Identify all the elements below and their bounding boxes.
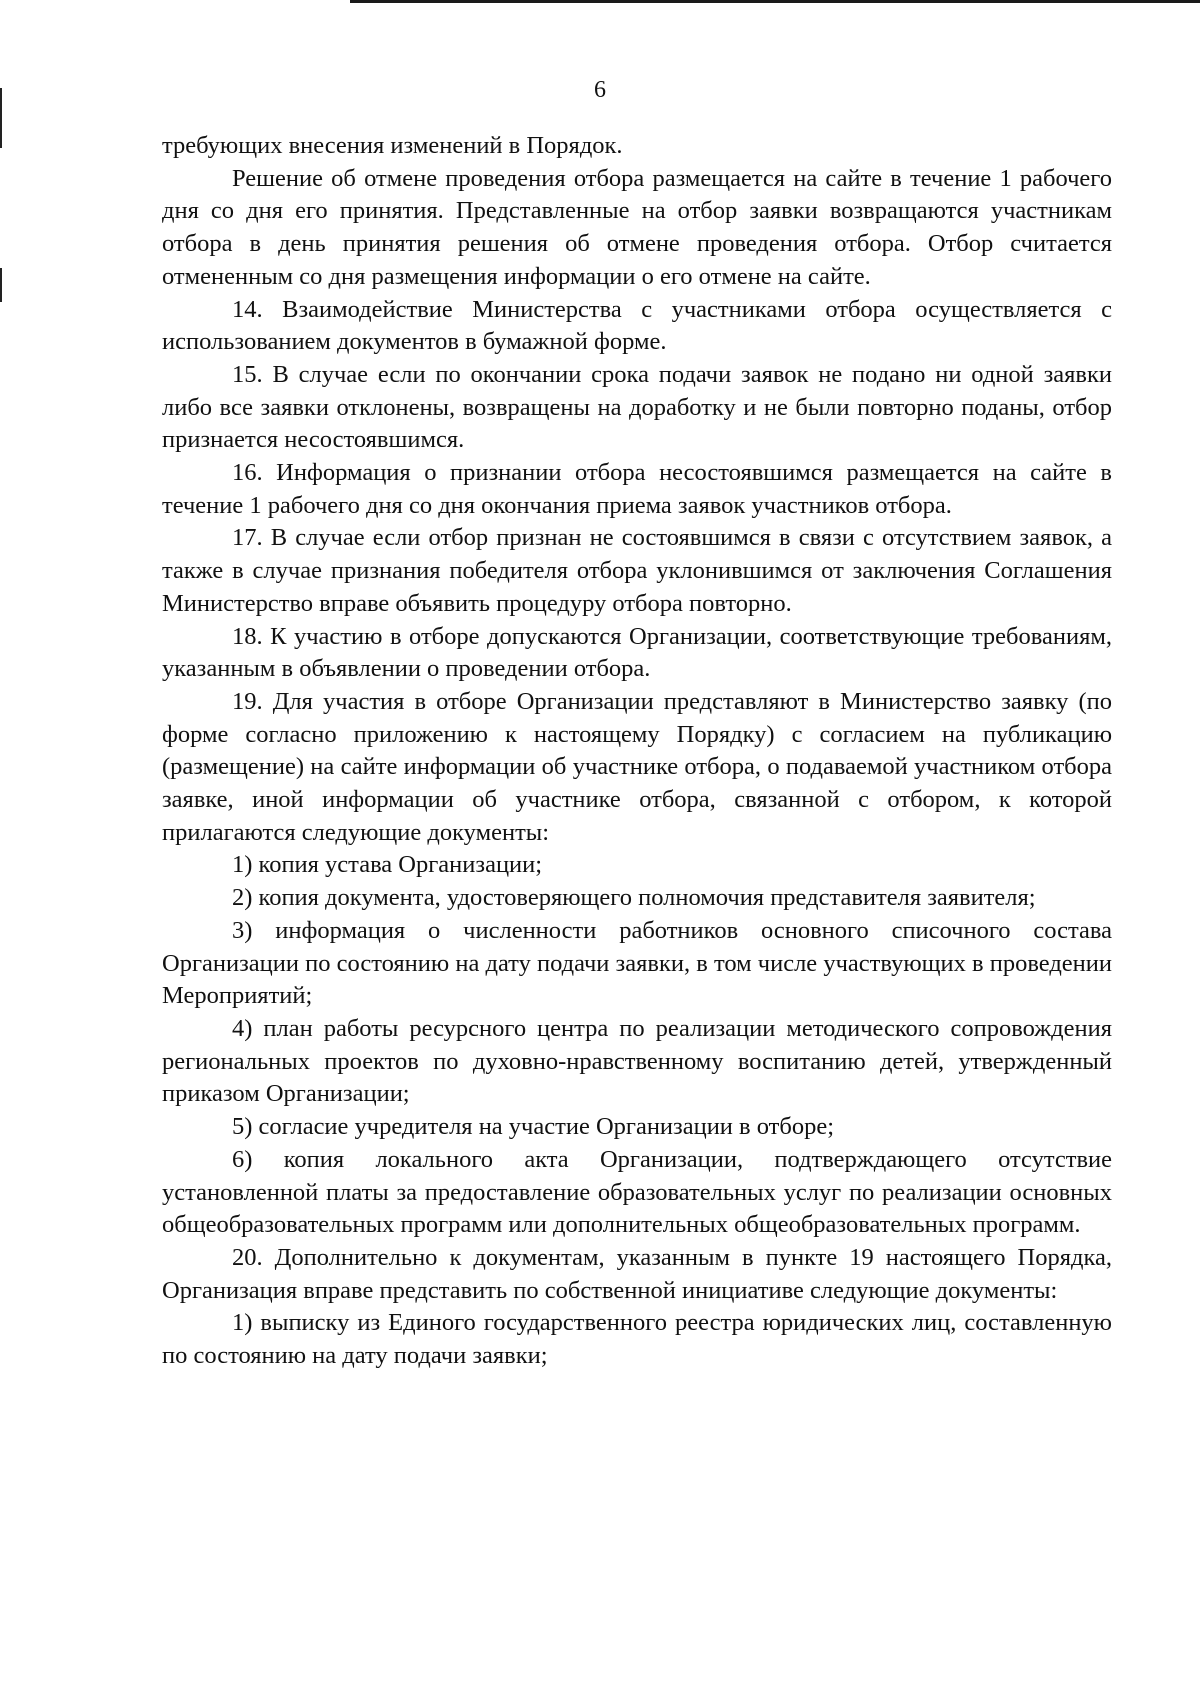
scan-edge-mark xyxy=(0,268,2,302)
paragraph: 15. В случае если по окончании срока подачи заявок не подано ни одной заявки либо все заявки отклонены, возвращены на доработку и не были повторно поданы, отбор признается несостоявшимся. xyxy=(162,360,1112,454)
paragraph: 19. Для участия в отборе Организации представляют в Министерство заявку (по форме согласно приложению к настоящему Порядку) с согласием на публикацию (размещение) на сайте информации об участнике отбора, о подаваемой участником отбора заявке, иной информации об участнике отбора, связанной с отбором, к которой прилагаются следующие документы: xyxy=(162,687,1112,846)
paragraph: 14. Взаимодействие Министерства с участниками отбора осуществляется с использованием документов в бумажной форме. xyxy=(162,295,1112,356)
document-body xyxy=(162,130,1112,1373)
paragraph: 4) план работы ресурсного центра по реализации методического сопровождения региональных проектов по духовно-нравственному воспитанию детей, утвержденный приказом Организации; xyxy=(162,1014,1112,1108)
paragraph: 1) копия устава Организации; xyxy=(232,851,543,879)
scan-top-rule xyxy=(350,0,1200,3)
paragraph: 1) выписку из Единого государственного реестра юридических лиц, составленную по состоянию на дату подачи заявки; xyxy=(162,1309,1112,1370)
paragraph: Решение об отмене проведения отбора размещается на сайте в течение 1 рабочего дня со дня его принятия. Представленные на отбор заявки возвращаются участникам отбора в день принятия решения об отмене проведения отбора. Отбор считается отмененным со дня размещения информации о его отмене на сайте. xyxy=(162,164,1112,290)
paragraph: 5) согласие учредителя на участие Организации в отборе; xyxy=(232,1113,835,1141)
paragraph: 3) информация о численности работников основного списочного состава Организации по состоянию на дату подачи заявки, в том числе участвующих в проведении Мероприятий; xyxy=(162,916,1112,1010)
paragraph: 2) копия документа, удостоверяющего полномочия представителя заявителя; xyxy=(232,884,1036,912)
page-number: 6 xyxy=(594,77,606,103)
paragraph: 6) копия локального акта Организации, подтверждающего отсутствие установленной платы за предоставление образовательных услуг по реализации основных общеобразовательных программ или дополнительных общеобразовательных программ. xyxy=(162,1145,1112,1239)
paragraph: 16. Информация о признании отбора несостоявшимся размещается на сайте в течение 1 рабочего дня со дня окончания приема заявок участников отбора. xyxy=(162,459,1112,519)
paragraph: 17. В случае если отбор признан не состоявшимся в связи с отсутствием заявок, а также в случае признания победителя отбора уклонившимся от заключения Соглашения Министерство вправе объявить процедуру отбора повторно. xyxy=(162,524,1112,617)
paragraph: требующих внесения изменений в Порядок. xyxy=(162,132,623,159)
paragraph: 18. К участию в отборе допускаются Организации, соответствующие требованиям, указанным в объявлении о проведении отбора. xyxy=(162,622,1112,683)
paragraph: 20. Дополнительно к документам, указанным в пункте 19 настоящего Порядка, Организация вправе представить по собственной инициативе следующие документы: xyxy=(162,1243,1112,1304)
